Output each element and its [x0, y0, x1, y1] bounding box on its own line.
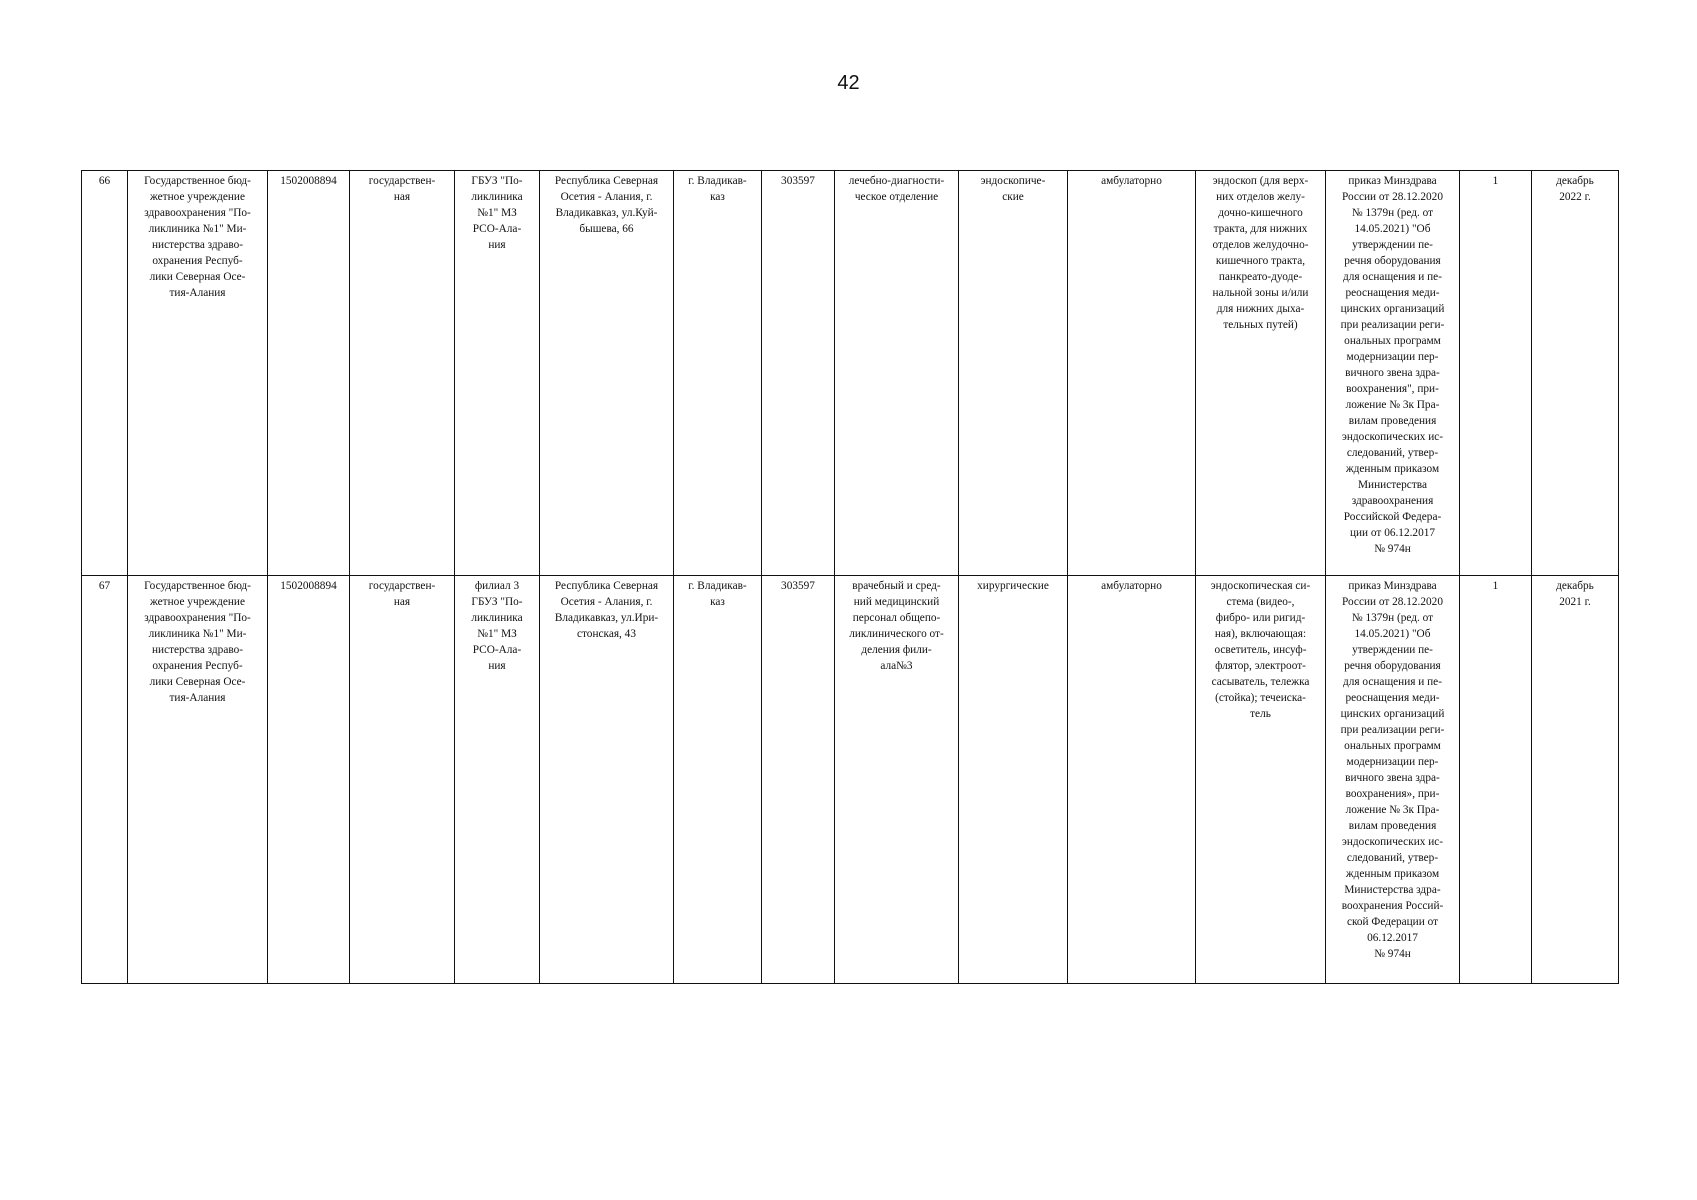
table-row: [82, 576, 1619, 984]
cell-ownership: государствен- ная: [350, 171, 455, 576]
cell-city: г. Владикав- каз: [674, 171, 762, 576]
cell-quantity: 1: [1460, 576, 1532, 984]
cell-code: 303597: [762, 576, 835, 984]
cell-profile: эндоскопиче- ские: [959, 171, 1068, 576]
page-number: 42: [837, 72, 860, 94]
cell-inn: 1502008894: [268, 576, 350, 984]
cell-ownership: государствен- ная: [350, 576, 455, 984]
cell-conditions: амбулаторно: [1068, 576, 1196, 984]
cell-organization-name: Государственное бюд- жетное учреждение здравоохранения "По- ликлиника №1" Ми- нистерства здраво- охранения Респуб- лики Северная Осе- тия-Алания: [128, 171, 268, 576]
cell-legal-basis: приказ Минздрава России от 28.12.2020 № 1379н (ред. от 14.05.2021) "Об утверждении пе- речня оборудования для оснащения и пе- реоснащения меди- цинских организаций при реализации реги- ональных программ модернизации пер- вичного звена здра- воохранения", при- ложение № 3к Пра- вилам проведения эндоскопических ис- следований, утвер- жденным приказом Министерства здравоохранения Российской Федера- ции от 06.12.2017 № 974н: [1326, 171, 1460, 576]
cell-organization-name: Государственное бюд- жетное учреждение здравоохранения "По- ликлиника №1" Ми- нистерства здраво- охранения Респуб- лики Северная Осе- тия-Алания: [128, 576, 268, 984]
cell-profile: хирургические: [959, 576, 1068, 984]
cell-conditions: амбулаторно: [1068, 171, 1196, 576]
cell-quantity: 1: [1460, 171, 1532, 576]
cell-inn: 1502008894: [268, 171, 350, 576]
cell-equipment: эндоскоп (для верх- них отделов желу- дочно-кишечного тракта, для нижних отделов желудочно- кишечного тракта, панкреато-дуоде- нальной зоны и/или для нижних дыха- тельных путей): [1196, 171, 1326, 576]
cell-address: Республика Северная Осетия - Алания, г. Владикавказ, ул.Ири- стонская, 43: [540, 576, 674, 984]
cell-short-name: ГБУЗ "По- ликлиника №1" МЗ РСО-Ала- ния: [455, 171, 540, 576]
cell-date: декабрь 2021 г.: [1532, 576, 1619, 984]
cell-row-number: 66: [82, 171, 128, 576]
cell-address: Республика Северная Осетия - Алания, г. Владикавказ, ул.Куй- бышева, 66: [540, 171, 674, 576]
cell-row-number: 67: [82, 576, 128, 984]
equipment-register-table: [81, 170, 1619, 984]
cell-department: лечебно-диагности- ческое отделение: [835, 171, 959, 576]
cell-equipment: эндоскопическая си- стема (видео-, фибро- или ригид- ная), включающая: осветитель, инсуф- флятор, электроот- сасыватель, тележка (стойка); течеиска- тель: [1196, 576, 1326, 984]
cell-date: декабрь 2022 г.: [1532, 171, 1619, 576]
cell-city: г. Владикав- каз: [674, 576, 762, 984]
cell-code: 303597: [762, 171, 835, 576]
cell-department: врачебный и сред- ний медицинский персонал общепо- ликлинического от- деления фили- ала№3: [835, 576, 959, 984]
table-row: [82, 171, 1619, 576]
cell-legal-basis: приказ Минздрава России от 28.12.2020 № 1379н (ред. от 14.05.2021) "Об утверждении пе- речня оборудования для оснащения и пе- реоснащения меди- цинских организаций при реализации реги- ональных программ модернизации пер- вичного звена здра- воохранения», при- ложение № 3к Пра- вилам проведения эндоскопических ис- следований, утвер- жденным приказом Министерства здра- воохранения Россий- ской Федерации от 06.12.2017 № 974н: [1326, 576, 1460, 984]
cell-short-name: филиал 3 ГБУЗ "По- ликлиника №1" МЗ РСО-Ала- ния: [455, 576, 540, 984]
